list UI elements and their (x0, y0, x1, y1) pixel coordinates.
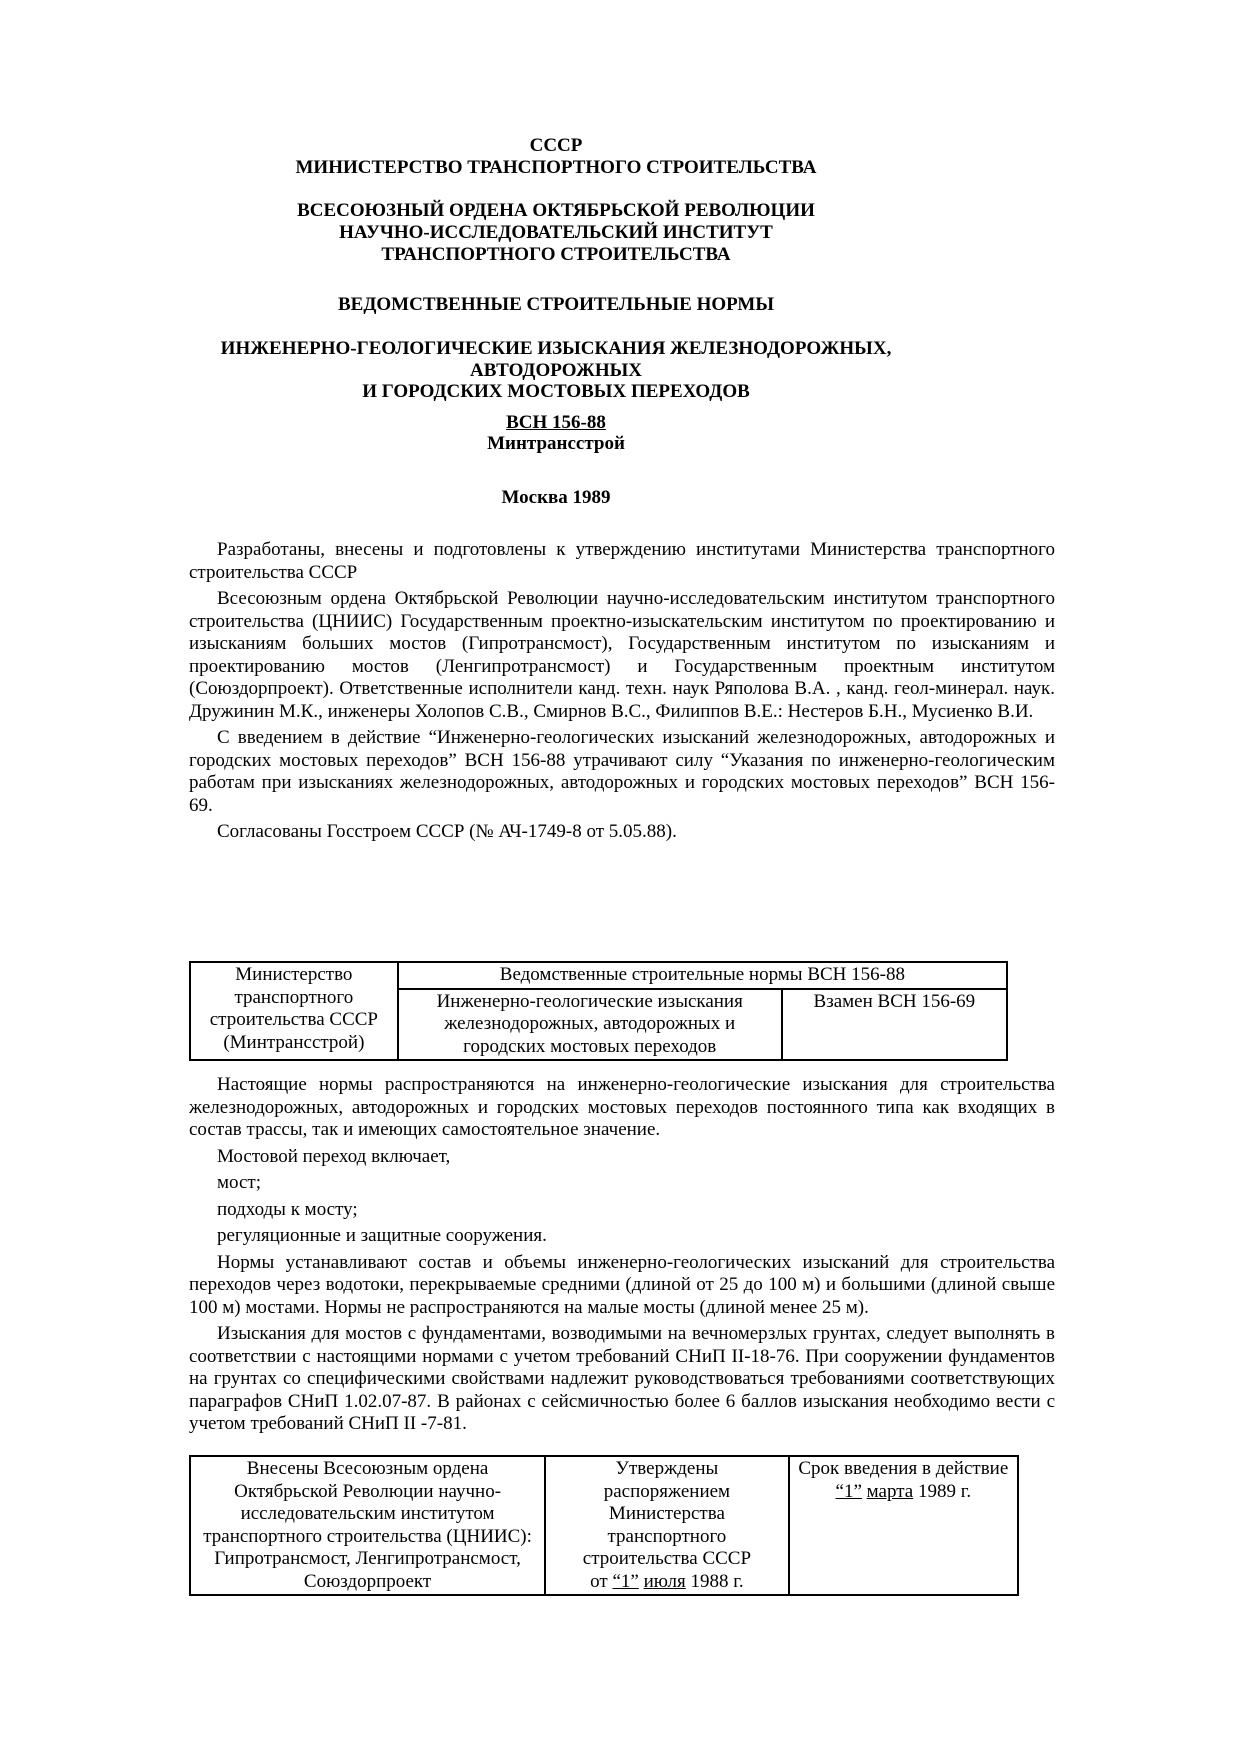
list-item-approaches: подходы к мосту; (217, 1198, 358, 1220)
header-institute-line3: ТРАНСПОРТНОГО СТРОИТЕЛЬСТВА (381, 244, 731, 265)
document-type: ВЕДОМСТВЕННЫЕ СТРОИТЕЛЬНЫЕ НОРМЫ (337, 294, 775, 315)
effective-year: 1989 г. (917, 1480, 972, 1502)
intro-paragraph-developed: Разработаны, внесены и подготовлены к утверждению институтами Министерства транспортного строительства СССР (189, 539, 1055, 583)
permafrost-paragraph: Изыскания для мостов с фундаментами, возводимыми на вечномерзлых грунтах, следует выполнять в соответствии с настоящими нормами с учетом требований СНиП II-18-76. При сооружении фундаментов на грунтах со специфическими свойствами надлежит руководствоваться требованиями соответствующих параграфов СНиП 1.02.07-87. В районах с сейсмичностью более 6 баллов изыскания необходимо вести с учетом требований СНиП II -7-81. (189, 1323, 1055, 1434)
replaces-cell: Взамен ВСН 156-69 (782, 989, 1007, 1061)
document-organization: Минтрансстрой (487, 433, 625, 454)
document-title-line3: И ГОРОДСКИХ МОСТОВЫХ ПЕРЕХОДОВ (362, 381, 750, 402)
effective-month: марта (866, 1480, 914, 1502)
crossing-includes: Мостовой переход включает, (217, 1145, 451, 1167)
approved-year: 1988 г. (690, 1570, 744, 1592)
list-item-bridge: мост; (217, 1172, 262, 1193)
header-country: СССР (529, 135, 583, 156)
introduced-by-cell: Внесены Всесоюзным ордена Октябрьской Революции научно-исследовательским институтом транспортного строительства (ЦНИИС): Гипротрансмост, Ленгипротрансмост, Союздорпроект (190, 1456, 545, 1595)
scope-paragraph: Настоящие нормы распространяются на инженерно-геологические изыскания для строительства железнодорожных, автодорожных и городских мостовых переходов постоянного типа как входящих в состав трассы, так и имеющих самостоятельное значение. (189, 1074, 1055, 1140)
approved-month: июля (643, 1570, 686, 1592)
norms-header-table (189, 961, 1008, 1061)
subject-cell: Инженерно-геологические изыскания железнодорожных, автодорожных и городских мостовых переходов (398, 989, 782, 1061)
approved-text: Утверждены распоряжением Министерства транспортного строительства СССР (582, 1458, 752, 1569)
main-section (189, 1074, 1055, 1440)
effective-date-cell (789, 1456, 1018, 1595)
effective-day: “1” (835, 1480, 862, 1502)
approved-day: “1” (612, 1570, 639, 1592)
intro-paragraph-replacement: С введением в действие “Инженерно-геологических изысканий железнодорожных, автодорожных и городских мостовых переходов” ВСН 156-88 утрачивают силу “Указания по инженерно-геологическим работам при изысканиях железнодорожных, автодорожных и городских мостовых переходов” ВСН 156-69. (189, 727, 1055, 816)
ministry-cell: Министерство транспортного строительства СССР (Минтрансстрой) (190, 962, 398, 1060)
intro-paragraph-institutes: Всесоюзным ордена Октябрьской Революции научно-исследовательским институтом транспортного строительства (ЦНИИС) Государственным проектно-изыскательским институтом по проектированию и изысканиям больших мостов (Гипротрансмост), Государственным институтом по изысканиям и проектированию мостов (Ленгипротрансмост) и Государственным проектным институтом (Союздорпроект). Ответственные исполнители канд. техн. наук Ряполова В.А. , канд. геол-минерал. наук. Дружинин М.К., инженеры Холопов С.В., Смирнов В.С., Филиппов В.Е.: Нестеров Б.Н., Мусиенко В.И. (189, 588, 1055, 722)
intro-paragraph-approval: Согласованы Госстроем СССР (№ АЧ-1749-8 от 5.05.88). (217, 821, 677, 842)
document-title-line2: АВТОДОРОЖНЫХ (470, 360, 642, 381)
norms-scope-paragraph: Нормы устанавливают состав и объемы инженерно-геологических изысканий для строительства переходов через водотоки, перекрываемые средними (длиной от 25 до 100 м) и большими (длиной свыше 100 м) мостами. Нормы не распространяются на малые мосты (длиной менее 25 м). (189, 1251, 1055, 1318)
header-institute-line1: ВСЕСОЮЗНЫЙ ОРДЕНА ОКТЯБРЬСКОЙ РЕВОЛЮЦИИ (297, 200, 815, 221)
approved-cell: Утверждены распоряжением Министерства транспортного строительства СССР от “1” июля 1988 г. (545, 1456, 789, 1595)
norms-cell: Ведомственные строительные нормы ВСН 156-88 (398, 962, 1007, 989)
effective-text: Срок введения в действие (798, 1458, 1009, 1479)
city-year: Москва 1989 (501, 487, 611, 508)
header-ministry: МИНИСТЕРСТВО ТРАНСПОРТНОГО СТРОИТЕЛЬСТВА (295, 157, 817, 178)
approval-table (189, 1455, 1019, 1596)
intro-section (189, 539, 1055, 848)
document-code: ВСН 156-88 (506, 412, 606, 433)
header-institute-line2: НАУЧНО-ИССЛЕДОВАТЕЛЬСКИЙ ИНСТИТУТ (339, 222, 773, 243)
list-item-structures: регуляционные и защитные сооружения. (217, 1225, 547, 1246)
document-title-line1: ИНЖЕНЕРНО-ГЕОЛОГИЧЕСКИЕ ИЗЫСКАНИЯ ЖЕЛЕЗНОДОРОЖНЫХ, (220, 338, 892, 359)
